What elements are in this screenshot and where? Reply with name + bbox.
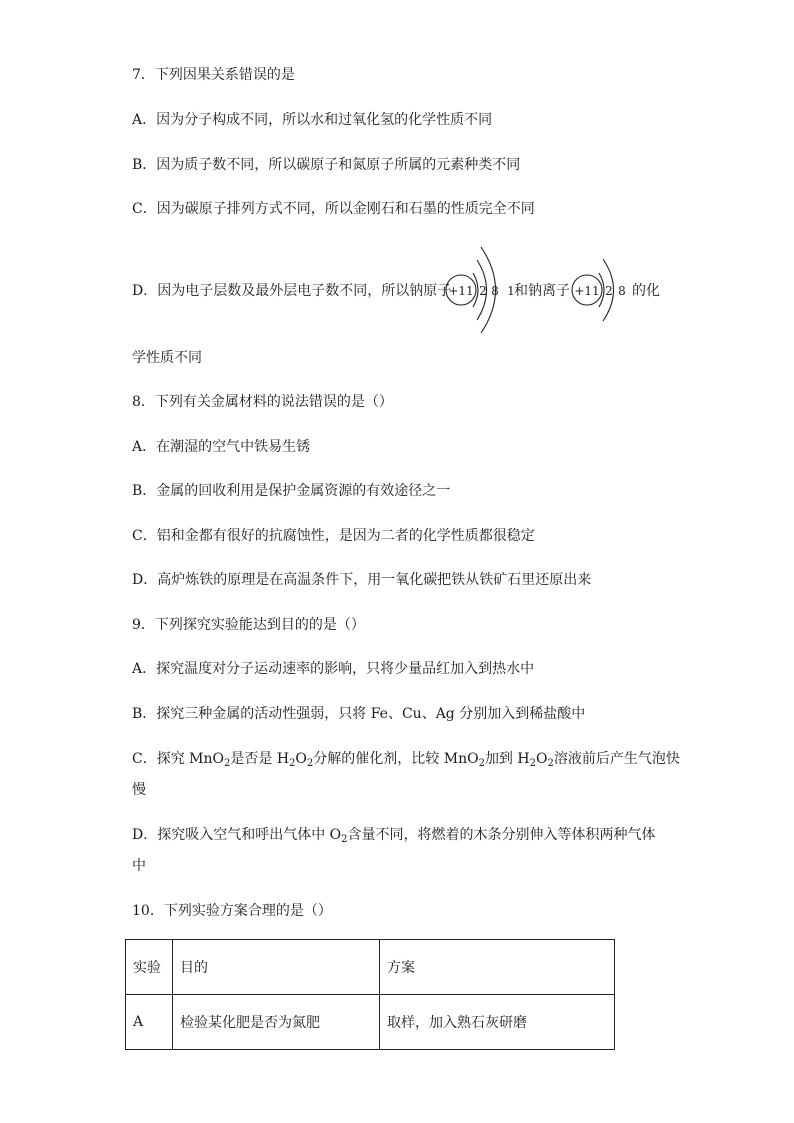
q9-option-c-continuation: 慢: [132, 782, 146, 798]
q10-stem: 10．下列实验方案合理的是（）: [132, 903, 332, 919]
ion-nucleus-charge: +11: [574, 284, 600, 298]
q7-option-d-part2: 和钠离子: [514, 283, 570, 299]
q9-option-d: D．探究吸入空气和呼出气体中 $O_2$含量不同，将燃着的木条分别伸入等体积两种气体: [132, 827, 656, 845]
table-row: [126, 995, 615, 1050]
table-header-row: [126, 940, 615, 995]
q7-option-d-continuation: 学性质不同: [132, 350, 202, 366]
table-cell: A: [126, 995, 173, 1050]
q8-option-d: D．高炉炼铁的原理是在高温条件下，用一氧化碳把铁从铁矿石里还原出来: [132, 572, 592, 588]
q9-option-a: A．探究温度对分子运动速率的影响，只将少量品红加入到热水中: [132, 661, 535, 677]
table-header-cell: 方案: [380, 940, 615, 995]
atom-shell-1-count: 2: [479, 284, 487, 298]
q9-stem: 9．下列探究实验能达到目的的是（）: [132, 617, 365, 633]
q7-option-a: A．因为分子构成不同，所以水和过氧化氢的化学性质不同: [132, 112, 493, 128]
ion-shell-2-count: 8: [618, 284, 626, 298]
experiment-table: [125, 939, 615, 1050]
table-header-cell: 实验: [126, 940, 173, 995]
atom-nucleus-charge: +11: [448, 284, 474, 298]
table-cell: 检验某化肥是否为氮肥: [173, 995, 380, 1050]
q7-option-d-part3: 的化: [632, 283, 660, 299]
q8-option-a: A．在潮湿的空气中铁易生锈: [132, 439, 311, 455]
q8-stem: 8．下列有关金属材料的说法错误的是（）: [132, 394, 393, 410]
atom-shell-2-count: 8: [491, 284, 499, 298]
q9-option-d-continuation: 中: [132, 858, 146, 874]
q9-option-b: B．探究三种金属的活动性强弱，只将 Fe、Cu、Ag 分别加入到稀盐酸中: [132, 706, 586, 722]
atom-shell-3-count: 1: [507, 284, 515, 298]
q8-option-b: B．金属的回收利用是保护金属资源的有效途径之一: [132, 483, 451, 499]
q9-option-c: C．探究 MnO$_2$是否是 $H_2O_2$分解的催化剂，比较 MnO$_2$加到 $H_2O_2$溶液前后产生气泡快: [132, 751, 680, 769]
q7-stem: 7．下列因果关系错误的是: [132, 67, 295, 83]
q7-option-b: B．因为质子数不同，所以碳原子和氮原子所属的元素种类不同: [132, 157, 521, 173]
q8-option-c: C．铝和金都有很好的抗腐蚀性，是因为二者的化学性质都很稳定: [132, 528, 535, 544]
table-header-cell: 目的: [173, 940, 380, 995]
table-cell: 取样，加入熟石灰研磨: [380, 995, 615, 1050]
sodium-atom-diagram: [444, 240, 524, 344]
ion-shell-1-count: 2: [605, 284, 613, 298]
sodium-ion-diagram: [570, 245, 634, 339]
q7-option-c: C．因为碳原子排列方式不同，所以金刚石和石墨的性质完全不同: [132, 201, 535, 217]
q7-option-d-part1: D．因为电子层数及最外层电子数不同，所以钠原子: [132, 283, 452, 299]
